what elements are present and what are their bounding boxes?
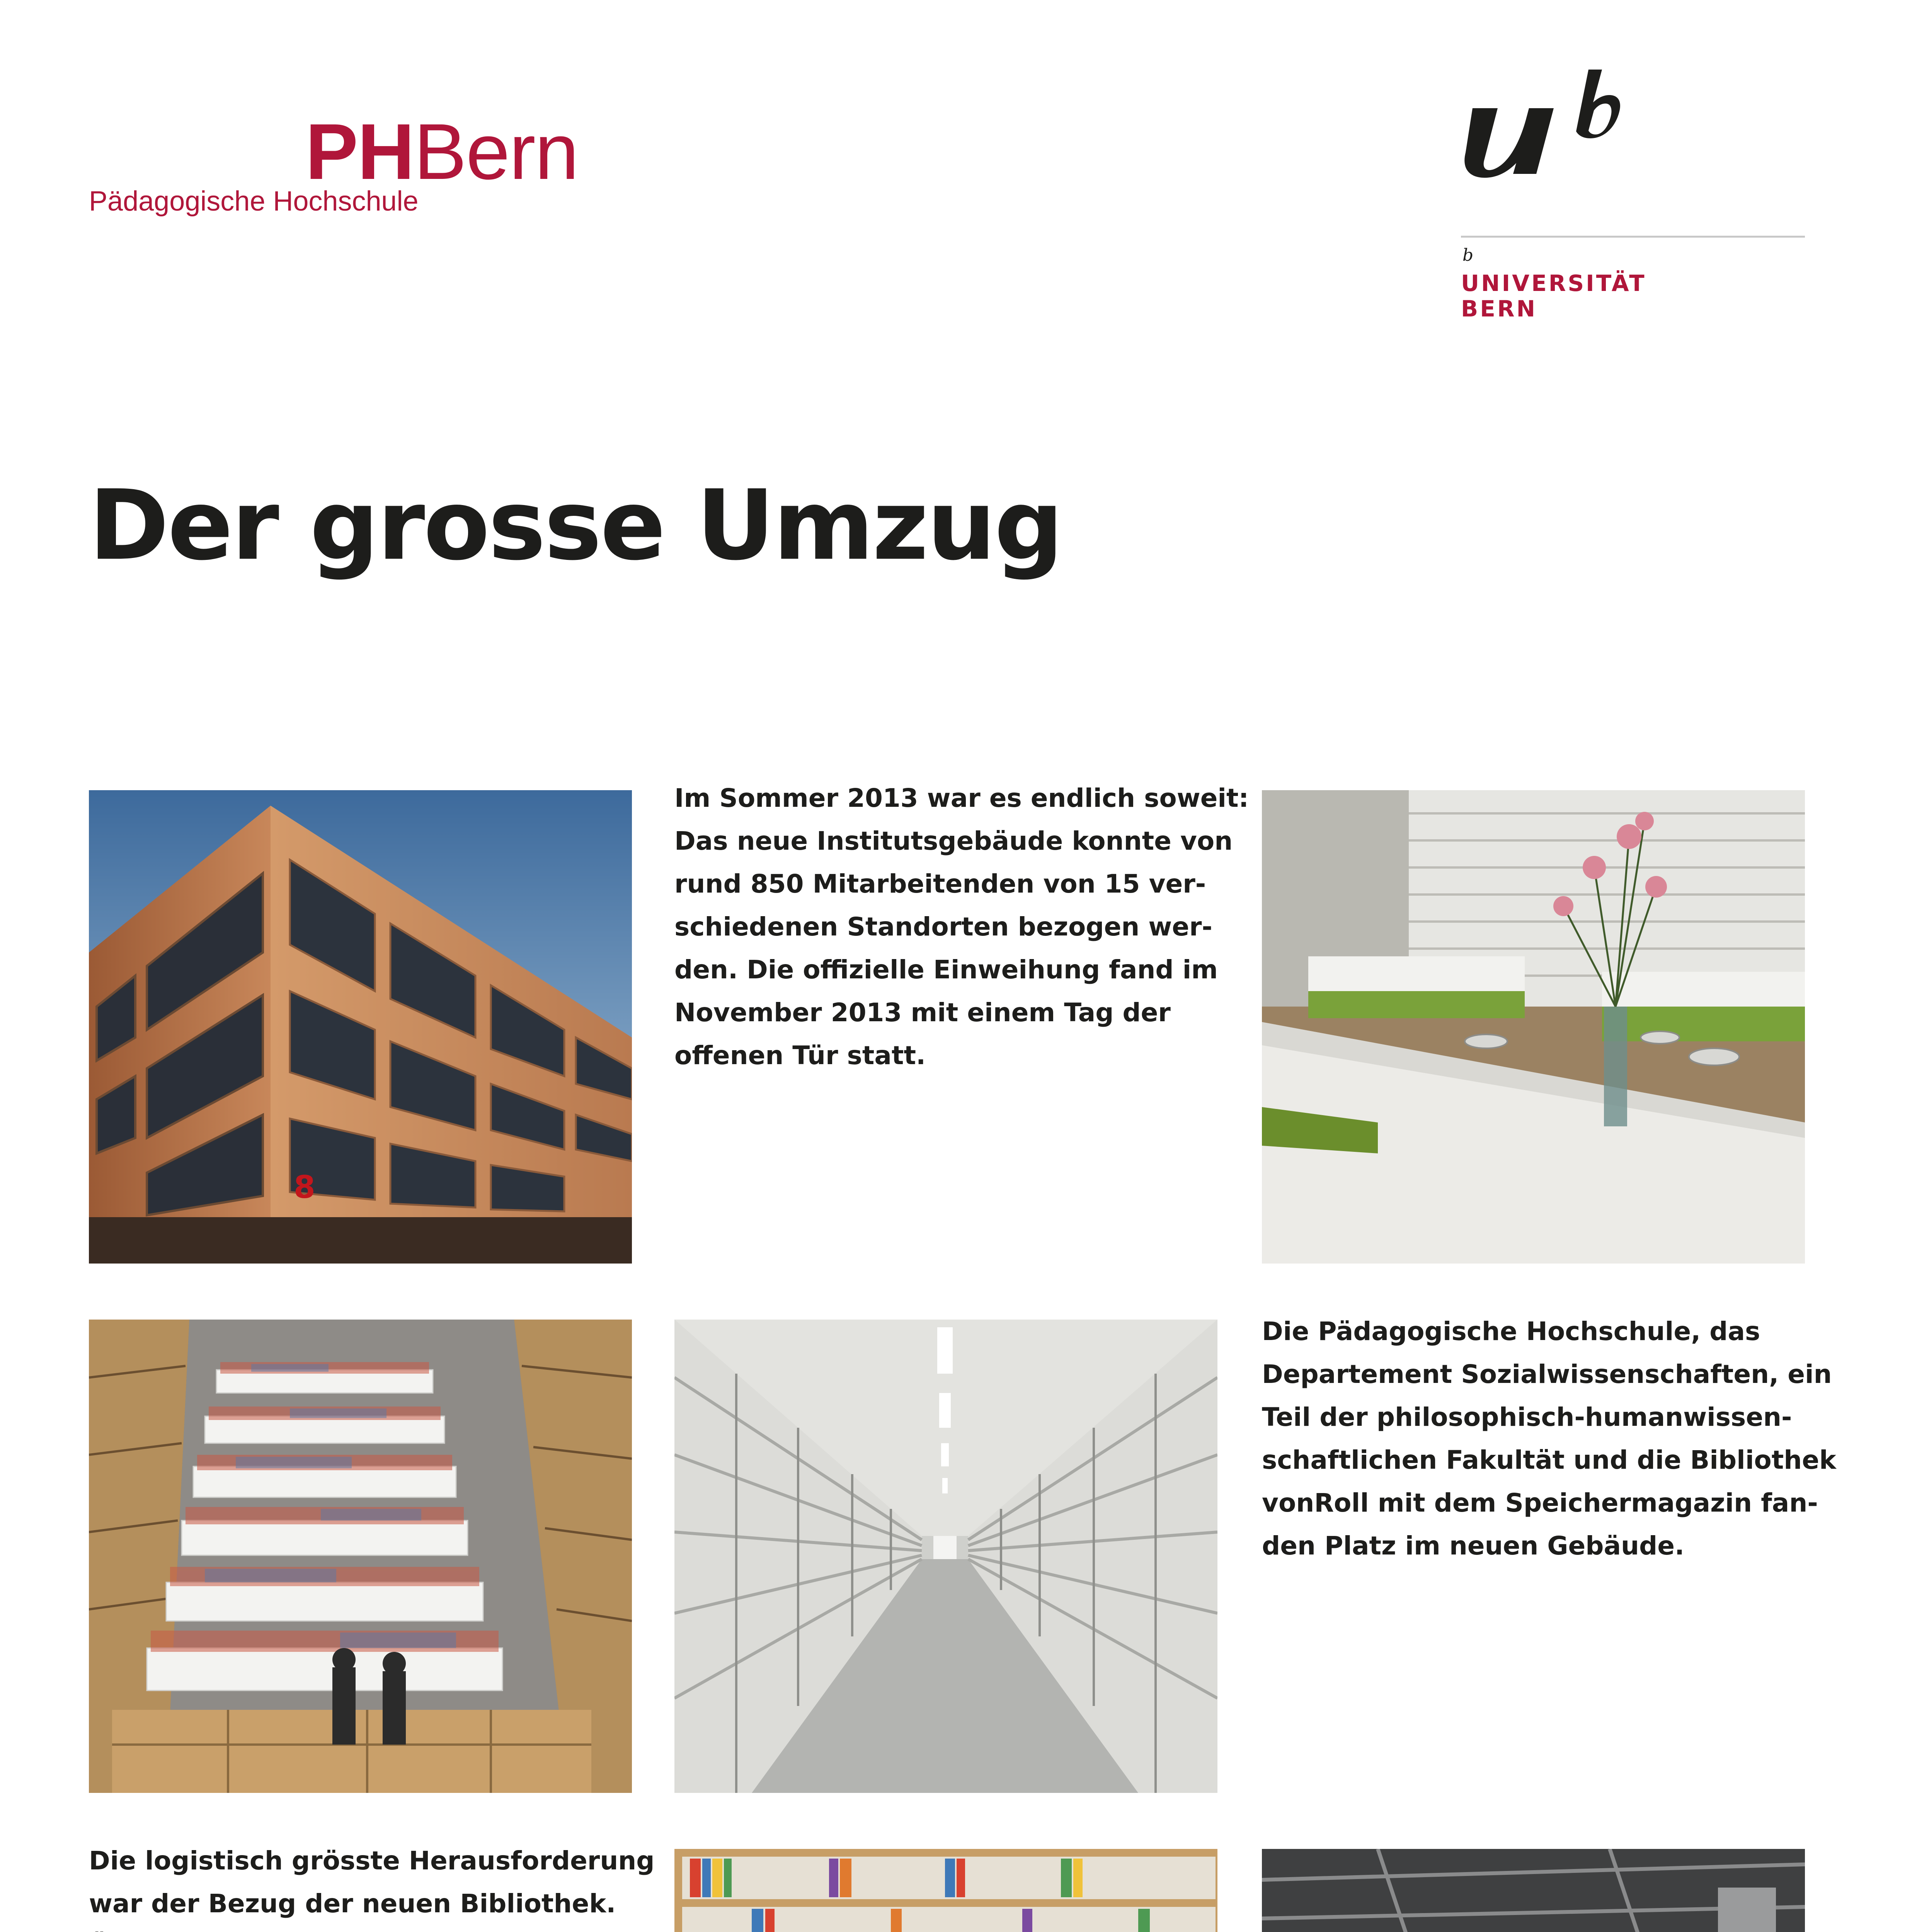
page-title: Der grosse Umzug xyxy=(89,469,1062,582)
intro-line: schiedenen Standorten bezogen wer- xyxy=(674,912,1212,942)
logistics-line xyxy=(89,1925,670,1932)
photo-book-trolleys xyxy=(674,1849,1217,1932)
intro-line: rund 850 Mitarbeitenden von 15 ver- xyxy=(674,869,1206,899)
institutes-line: vonRoll mit dem Speichermagazin fan- xyxy=(1262,1488,1818,1518)
ph-bern-mark-regular: Bern xyxy=(414,107,578,196)
photo-library-overview xyxy=(89,1320,632,1793)
photo-interior-lounge xyxy=(1262,790,1805,1264)
intro-line: Das neue Institutsgebäude konnte von xyxy=(674,826,1233,856)
photo-empty-shelves xyxy=(674,1320,1217,1793)
uni-bern-divider xyxy=(1461,236,1805,238)
intro-line: offenen Tür statt. xyxy=(674,1041,926,1070)
intro-line: November 2013 mit einem Tag der xyxy=(674,998,1171,1027)
institutes-line: schaftlichen Fakultät und die Bibliothek xyxy=(1262,1445,1836,1475)
uni-bern-logo xyxy=(1461,62,1809,332)
uni-bern-small-b: b xyxy=(1462,245,1474,265)
institutes-line: Die Pädagogische Hochschule, das xyxy=(1262,1316,1760,1346)
uni-bern-ub-mark xyxy=(1461,62,1623,189)
institutes-line: Teil der philosophisch-humanwissen- xyxy=(1262,1402,1792,1432)
photo-building-exterior xyxy=(89,790,632,1264)
uni-bern-name-line1: UNIVERSITÄT xyxy=(1461,270,1646,296)
intro-line: den. Die offizielle Einweihung fand im xyxy=(674,955,1218,985)
ph-bern-logo xyxy=(89,107,591,224)
photo-storage-magazine xyxy=(1262,1849,1805,1932)
intro-paragraph xyxy=(674,777,1249,1077)
logistics-paragraph xyxy=(89,1839,670,1932)
logistics-line: Die logistisch grösste Herausforderung xyxy=(89,1846,655,1876)
ph-bern-mark-bold: PH xyxy=(305,107,414,196)
logistics-line: war der Bezug der neuen Bibliothek. xyxy=(89,1889,616,1918)
uni-bern-name-line2: BERN xyxy=(1461,296,1537,322)
uni-bern-name xyxy=(1461,270,1646,321)
intro-line: Im Sommer 2013 war es endlich soweit: xyxy=(674,783,1249,813)
building-number: 8 xyxy=(294,1169,315,1205)
institutes-line: den Platz im neuen Gebäude. xyxy=(1262,1531,1685,1561)
institutes-line: Departement Sozialwissenschaften, ein xyxy=(1262,1359,1832,1389)
ph-bern-wordmark xyxy=(305,107,578,196)
ph-bern-subtitle: Pädagogische Hochschule xyxy=(89,186,419,217)
institutes-paragraph xyxy=(1262,1310,1836,1567)
